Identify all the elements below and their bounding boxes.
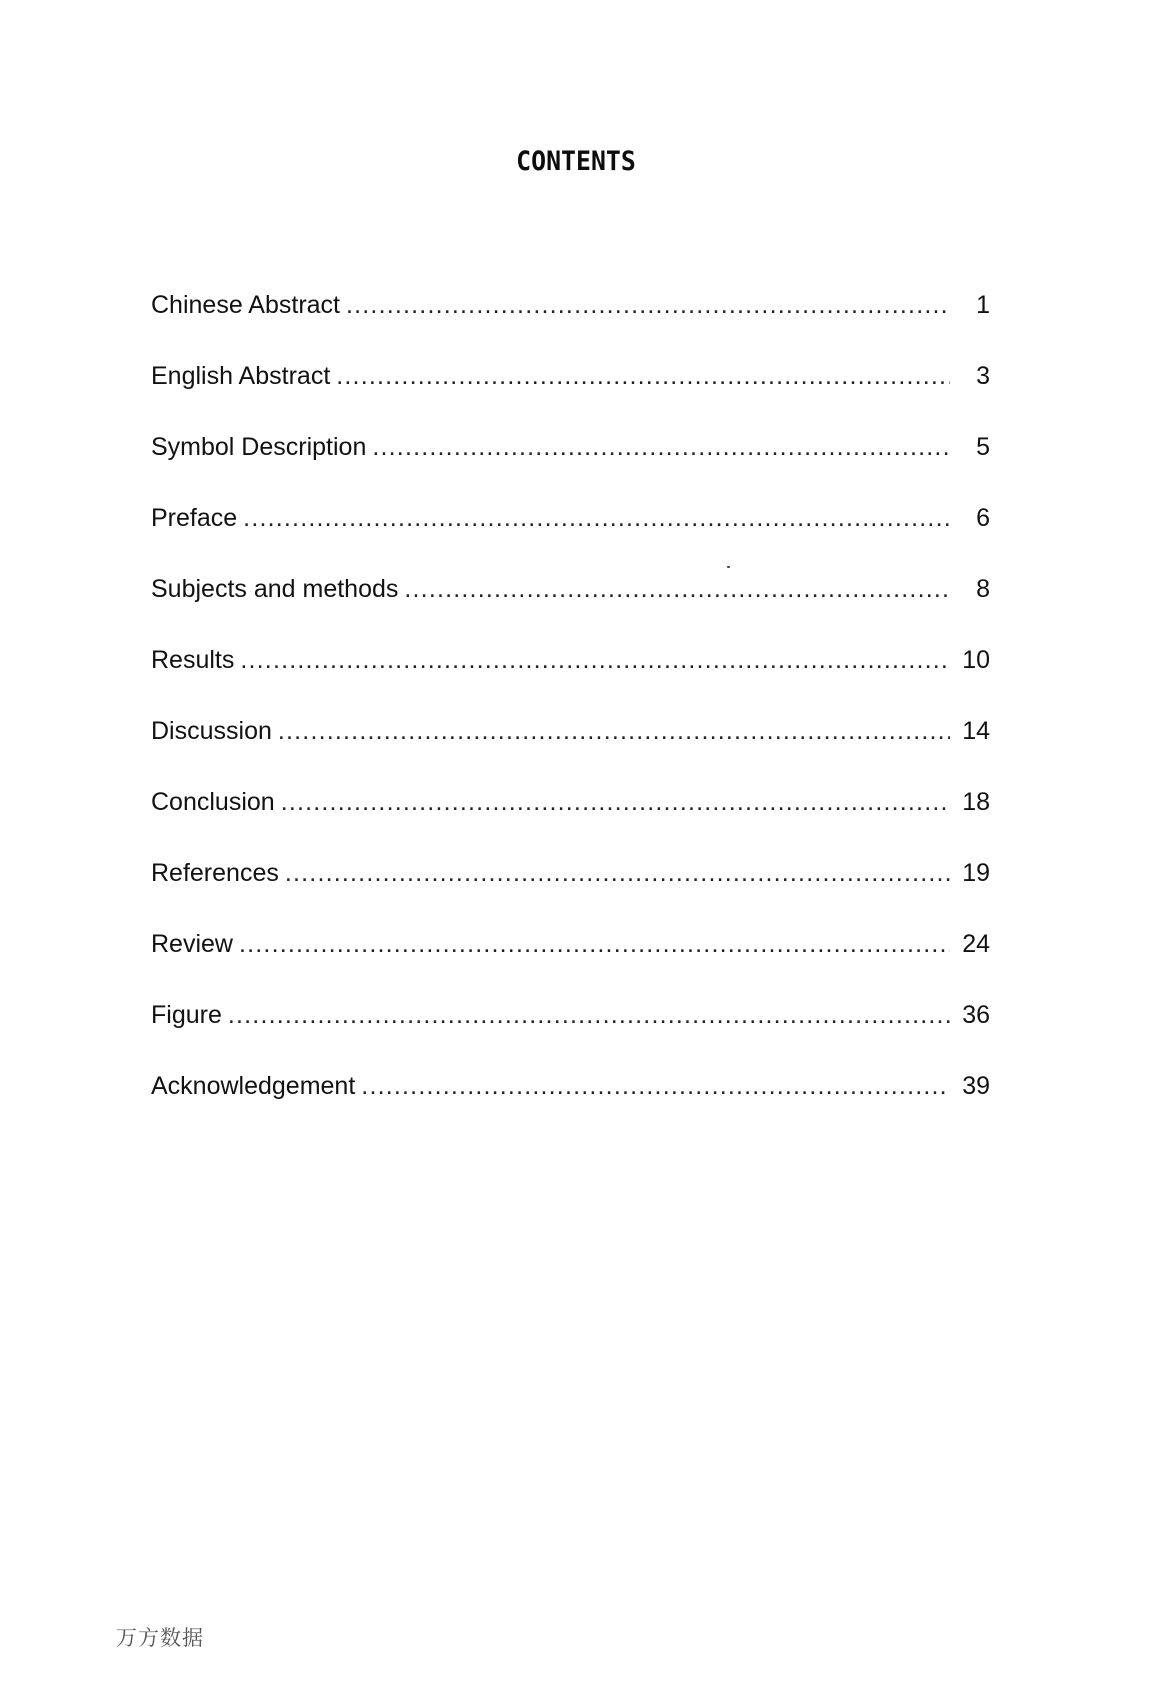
toc-entry-page-number: 8 [976,575,990,603]
dot-leader [361,1071,950,1101]
toc-entry-label: Results [151,646,235,674]
toc-entry-label: Preface [151,504,238,532]
toc-entry-page-number: 39 [962,1072,990,1100]
toc-entry-subjects-and-methods[interactable] [151,574,990,645]
toc-entry-conclusion[interactable] [151,787,990,858]
toc-entry-page-number: 14 [962,717,990,745]
toc-entry-label: English Abstract [151,362,331,390]
toc-entry-page-number: 5 [976,433,990,461]
toc-entry-symbol-description[interactable] [151,432,990,503]
toc-entry-acknowledgement[interactable] [151,1071,990,1142]
dot-leader [346,290,950,320]
toc-entry-page-number: 18 [962,788,990,816]
toc-entry-figure[interactable] [151,1000,990,1071]
toc-entry-review[interactable] [151,929,990,1000]
dot-leader [281,787,950,817]
toc-entry-page-number: 3 [976,362,990,390]
toc-entry-discussion[interactable] [151,716,990,787]
toc-entry-label: Chinese Abstract [151,291,340,319]
dot-leader [372,432,950,462]
toc-entry-chinese-abstract[interactable] [151,290,990,361]
toc-entry-label: Figure [151,1001,222,1029]
toc-entry-english-abstract[interactable] [151,361,990,432]
toc-entry-page-number: 36 [962,1001,990,1029]
watermark: 万方数据 [116,1626,204,1650]
toc-entry-page-number: 24 [962,930,990,958]
table-of-contents [151,290,990,1142]
dot-leader [278,716,950,746]
toc-entry-page-number: 19 [962,859,990,887]
toc-entry-results[interactable] [151,645,990,716]
dot-leader [243,503,950,533]
dot-leader [240,645,950,675]
toc-entry-label: References [151,859,279,887]
toc-entry-label: Acknowledgement [151,1072,356,1100]
scan-speck [727,566,730,568]
toc-entry-preface[interactable] [151,503,990,574]
dot-leader [285,858,950,888]
dot-leader [404,574,950,604]
toc-entry-label: Subjects and methods [151,575,399,603]
toc-entry-page-number: 10 [962,646,990,674]
toc-entry-page-number: 6 [976,504,990,532]
toc-entry-label: Symbol Description [151,433,367,461]
dot-leader [239,929,950,959]
toc-entry-references[interactable] [151,858,990,929]
dot-leader [336,361,950,391]
dot-leader [228,1000,950,1030]
toc-entry-label: Review [151,930,233,958]
toc-entry-page-number: 1 [976,291,990,319]
toc-entry-label: Discussion [151,717,272,745]
page-title: CONTENTS [516,146,636,177]
toc-entry-label: Conclusion [151,788,275,816]
